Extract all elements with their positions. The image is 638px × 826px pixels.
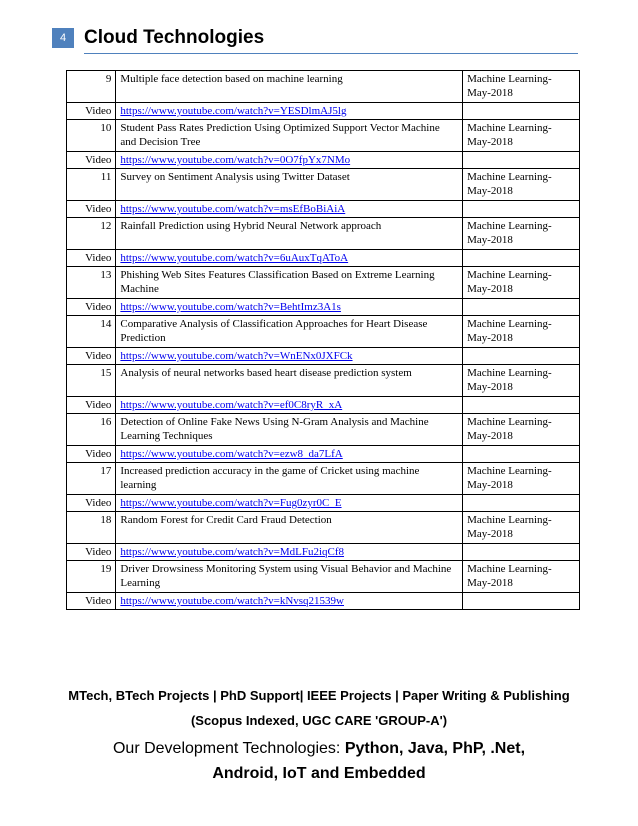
video-link[interactable]: https://www.youtube.com/watch?v=ezw8_da7LfA [120,448,343,460]
project-row [67,512,580,544]
video-label: Video [67,446,116,463]
video-cell [116,299,463,316]
video-row [67,544,580,561]
video-row [67,593,580,610]
page-title: Cloud Technologies [84,27,265,48]
projects-table-body [67,71,580,610]
project-number: 16 [67,414,116,446]
video-label: Video [67,544,116,561]
empty-cell [463,593,580,610]
footer-services: MTech, BTech Projects | PhD Support| IEEE Projects | Paper Writing & Publishing [68,688,570,703]
empty-cell [463,446,580,463]
project-title: Increased prediction accuracy in the game of Cricket using machine learning [116,463,463,495]
video-label: Video [67,103,116,120]
video-cell [116,250,463,267]
project-number: 17 [67,463,116,495]
project-number: 11 [67,169,116,201]
video-link[interactable]: https://www.youtube.com/watch?v=Fug0zyr0C_E [120,497,342,509]
project-row [67,561,580,593]
project-row [67,71,580,103]
project-number: 18 [67,512,116,544]
video-label: Video [67,201,116,218]
video-label: Video [67,348,116,365]
project-title: Phishing Web Sites Features Classification Based on Extreme Learning Machine [116,267,463,299]
video-label: Video [67,250,116,267]
project-number: 10 [67,120,116,152]
project-title: Random Forest for Credit Card Fraud Detection [116,512,463,544]
project-row [67,169,580,201]
video-cell [116,201,463,218]
project-category: Machine Learning-May-2018 [463,316,580,348]
project-number: 14 [67,316,116,348]
project-row [67,316,580,348]
project-title: Driver Drowsiness Monitoring System using Visual Behavior and Machine Learning [116,561,463,593]
project-number: 19 [67,561,116,593]
project-title: Analysis of neural networks based heart disease prediction system [116,365,463,397]
project-number: 12 [67,218,116,250]
project-number: 9 [67,71,116,103]
video-cell [116,446,463,463]
project-category: Machine Learning-May-2018 [463,120,580,152]
video-cell [116,348,463,365]
project-category: Machine Learning-May-2018 [463,414,580,446]
video-cell [116,103,463,120]
video-link[interactable]: https://www.youtube.com/watch?v=YESDlmAJ5lg [120,105,347,117]
video-row [67,299,580,316]
page-header [0,24,638,54]
footer-technologies [0,740,638,758]
empty-cell [463,250,580,267]
empty-cell [463,103,580,120]
video-row [67,348,580,365]
video-link[interactable]: https://www.youtube.com/watch?v=ef0C8ryR_xA [120,399,343,411]
footer-indexing: (Scopus Indexed, UGC CARE 'GROUP-A') [190,713,448,728]
empty-cell [463,152,580,169]
project-row [67,218,580,250]
project-row [67,414,580,446]
video-row [67,495,580,512]
video-link[interactable]: https://www.youtube.com/watch?v=WnENx0JXFCk [120,350,353,362]
video-row [67,397,580,414]
project-title: Student Pass Rates Prediction Using Optimized Support Vector Machine and Decision Tree [116,120,463,152]
empty-cell [463,201,580,218]
video-label: Video [67,593,116,610]
video-label: Video [67,397,116,414]
video-row [67,201,580,218]
project-category: Machine Learning-May-2018 [463,71,580,103]
empty-cell [463,544,580,561]
project-number: 13 [67,267,116,299]
video-cell [116,593,463,610]
footer-technologies-list: Python, Java, PhP, .Net, [344,740,526,757]
video-link[interactable]: https://www.youtube.com/watch?v=kNvsq21539w [120,595,345,607]
project-title: Comparative Analysis of Classification Approaches for Heart Disease Prediction [116,316,463,348]
video-label: Video [67,152,116,169]
video-row [67,152,580,169]
project-number: 15 [67,365,116,397]
video-label: Video [67,495,116,512]
project-row [67,120,580,152]
footer-technologies-continued: Android, IoT and Embedded [212,765,426,782]
project-category: Machine Learning-May-2018 [463,218,580,250]
project-category: Machine Learning-May-2018 [463,463,580,495]
video-cell [116,397,463,414]
project-category: Machine Learning-May-2018 [463,365,580,397]
empty-cell [463,495,580,512]
video-row [67,250,580,267]
video-row [67,446,580,463]
project-title: Survey on Sentiment Analysis using Twitter Dataset [116,169,463,201]
project-title: Rainfall Prediction using Hybrid Neural Network approach [116,218,463,250]
video-link[interactable]: https://www.youtube.com/watch?v=msEfBoBiAiA [120,203,346,215]
video-row [67,103,580,120]
project-category: Machine Learning-May-2018 [463,169,580,201]
project-category: Machine Learning-May-2018 [463,561,580,593]
project-category: Machine Learning-May-2018 [463,512,580,544]
project-title: Detection of Online Fake News Using N-Gram Analysis and Machine Learning Techniques [116,414,463,446]
empty-cell [463,397,580,414]
empty-cell [463,348,580,365]
page-number: 4 [52,28,74,48]
video-link[interactable]: https://www.youtube.com/watch?v=MdLFu2iqCf8 [120,546,345,558]
project-category: Machine Learning-May-2018 [463,267,580,299]
video-cell [116,152,463,169]
video-cell [116,495,463,512]
project-row [67,365,580,397]
video-label: Video [67,299,116,316]
empty-cell [463,299,580,316]
header-divider [84,53,578,54]
project-row [67,267,580,299]
footer-technologies-prefix: Our Development Technologies: [112,740,345,757]
video-link[interactable]: https://www.youtube.com/watch?v=BehtImz3A1s [120,301,341,313]
video-link[interactable]: https://www.youtube.com/watch?v=6uAuxTqAToA [120,252,349,264]
project-row [67,463,580,495]
video-cell [116,544,463,561]
projects-table [66,70,580,610]
project-title: Multiple face detection based on machine learning [116,71,463,103]
video-link[interactable]: https://www.youtube.com/watch?v=0O7fpYx7NMo [120,154,351,166]
